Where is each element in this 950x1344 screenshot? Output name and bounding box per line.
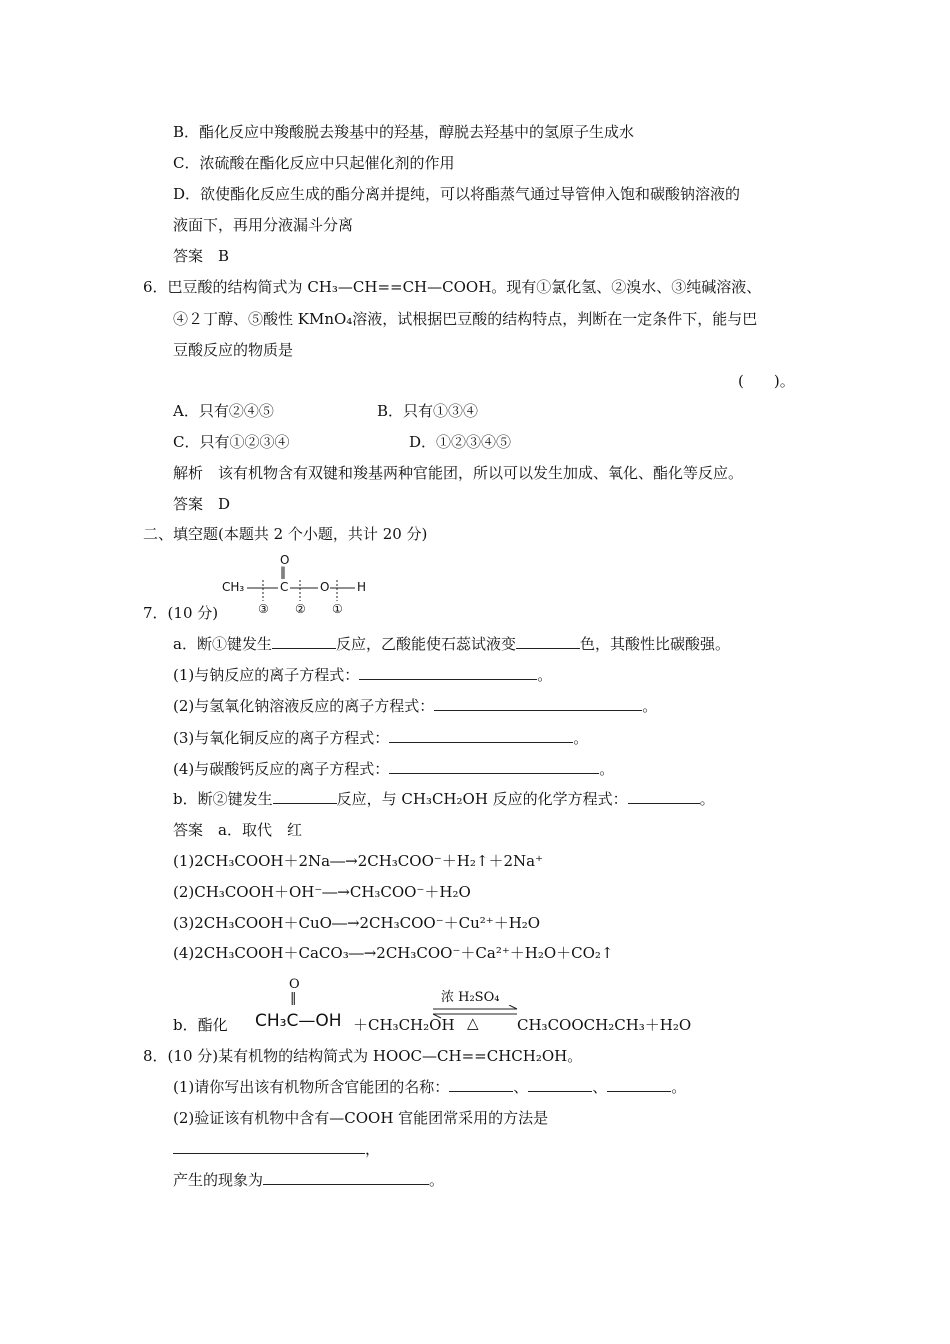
section-heading: 二、填空题(本题共 2 个小题，共计 20 分) bbox=[143, 525, 428, 543]
structure-carbonyl-o: O bbox=[280, 553, 290, 567]
q7-sub-3: (3)与氧化铜反应的离子方程式： 。 bbox=[173, 729, 589, 747]
equation-carbonyl-o: O bbox=[289, 977, 300, 992]
q7-answer-head: 答案 a．取代 红 bbox=[173, 821, 302, 839]
q7-sub-1-blank[interactable] bbox=[359, 665, 537, 680]
equation-double-bond: ‖ bbox=[290, 991, 297, 1006]
q6-option-d: D．①②③④⑤ bbox=[409, 433, 512, 451]
q7-sub-4: (4)与碳酸钙反应的离子方程式： 。 bbox=[173, 760, 615, 778]
q6-answer-paren: ( )。 bbox=[738, 372, 795, 390]
structure-bond-label-2: ② bbox=[295, 602, 306, 616]
q8-blank-1[interactable] bbox=[449, 1077, 513, 1092]
q5-option-d-line2: 液面下，再用分液漏斗分离 bbox=[173, 216, 354, 234]
q7-sub-4-blank[interactable] bbox=[389, 759, 599, 774]
q7-answer-2: (2)CH₃COOH＋OH⁻―→CH₃COO⁻＋H₂O bbox=[173, 883, 471, 901]
q7-b-blank-2[interactable] bbox=[628, 789, 700, 804]
q7-a-blank-1[interactable] bbox=[272, 634, 336, 649]
acetic-acid-structure bbox=[220, 553, 380, 621]
equation-ethanol: ＋CH₃CH₂OH bbox=[353, 1016, 455, 1034]
structure-ch3: CH₃ bbox=[222, 580, 245, 594]
q6-analysis: 解析 该有机物含有双键和羧基两种官能团，所以可以发生加成、氧化、酯化等反应。 bbox=[173, 464, 744, 482]
q5-option-d-line1: D．欲使酯化反应生成的酯分离并提纯，可以将酯蒸气通过导管伸入饱和碳酸钠溶液的 bbox=[173, 185, 741, 203]
q7-sub-2: (2)与氢氧化钠溶液反应的离子方程式： 。 bbox=[173, 697, 658, 715]
q6-stem-line2: ④２丁醇、⑤酸性 KMnO₄溶液，试根据巴豆酸的结构特点，判断在一定条件下，能与巴 bbox=[173, 310, 758, 328]
q8-phenomenon-blank[interactable] bbox=[263, 1170, 429, 1185]
q8-sub-2: (2)验证该有机物中含有—COOH 官能团常采用的方法是 bbox=[173, 1109, 549, 1127]
q7-answer-3: (3)2CH₃COOH＋CuO―→2CH₃COO⁻＋Cu²⁺＋H₂O bbox=[173, 914, 541, 932]
structure-c: C bbox=[280, 580, 289, 594]
q7-part-b: b．断②键发生 反应，与 CH₃CH₂OH 反应的化学方程式： 。 bbox=[173, 790, 715, 808]
q7-part-a: a．断①键发生 反应，乙酸能使石蕊试液变 色，其酸性比碳酸强。 bbox=[173, 635, 730, 653]
q8-method-line: ， bbox=[173, 1139, 380, 1159]
q6-option-a: A．只有②④⑤ bbox=[173, 402, 274, 420]
q8-phenomenon: 产生的现象为 。 bbox=[173, 1171, 445, 1189]
q5-option-b: B．酯化反应中羧酸脱去羧基中的羟基，醇脱去羟基中的氢原子生成水 bbox=[173, 123, 635, 141]
q6-stem-line3: 豆酸反应的物质是 bbox=[173, 341, 294, 359]
structure-bond-label-3: ③ bbox=[258, 602, 269, 616]
q8-sub-1: (1)请你写出该有机物所含官能团的名称： 、 、 。 bbox=[173, 1078, 687, 1096]
structure-double-bond: ‖ bbox=[280, 565, 286, 579]
q7-answer-1: (1)2CH₃COOH＋2Na―→2CH₃COO⁻＋H₂↑＋2Na⁺ bbox=[173, 852, 543, 870]
q7-a-blank-2[interactable] bbox=[516, 634, 580, 649]
q7-sub-1: (1)与钠反应的离子方程式： 。 bbox=[173, 666, 553, 684]
q6-option-b: B．只有①③④ bbox=[377, 402, 479, 420]
q7-answer-b-label: b．酯化 bbox=[173, 1016, 228, 1034]
q8-stem: 8．(10 分)某有机物的结构简式为 HOOC—CH==CHCH₂OH。 bbox=[143, 1047, 583, 1065]
q7-number: 7．(10 分) bbox=[143, 604, 219, 622]
q5-option-c: C．浓硫酸在酯化反应中只起催化剂的作用 bbox=[173, 154, 455, 172]
equation-catalyst: 浓 H₂SO₄ bbox=[441, 990, 500, 1005]
equation-products: CH₃COOCH₂CH₃＋H₂O bbox=[517, 1016, 692, 1034]
q8-blank-2[interactable] bbox=[528, 1077, 592, 1092]
q6-answer: 答案 D bbox=[173, 495, 231, 513]
q7-answer-b-equation bbox=[173, 975, 693, 1037]
q8-blank-3[interactable] bbox=[607, 1077, 671, 1092]
structure-o: O bbox=[320, 580, 330, 594]
q7-b-blank-1[interactable] bbox=[273, 789, 337, 804]
structure-bond-label-1: ① bbox=[332, 602, 343, 616]
q7-sub-2-blank[interactable] bbox=[434, 696, 642, 711]
q6-option-c: C．只有①②③④ bbox=[173, 433, 290, 451]
equation-acetic-acid: CH₃C—OH bbox=[255, 1011, 342, 1031]
structure-h: H bbox=[357, 580, 367, 594]
q8-method-blank[interactable] bbox=[173, 1139, 365, 1154]
q7-answer-4: (4)2CH₃COOH＋CaCO₃―→2CH₃COO⁻＋Ca²⁺＋H₂O＋CO₂↑ bbox=[173, 944, 614, 962]
q6-stem-line1: 6．巴豆酸的结构简式为 CH₃—CH==CH—COOH。现有①氯化氢、②溴水、③纯碱溶液、 bbox=[143, 278, 762, 296]
equation-heat: △ bbox=[467, 1014, 479, 1032]
q7-sub-3-blank[interactable] bbox=[389, 728, 573, 743]
structure-bonds bbox=[220, 553, 380, 621]
q5-answer: 答案 B bbox=[173, 247, 230, 265]
